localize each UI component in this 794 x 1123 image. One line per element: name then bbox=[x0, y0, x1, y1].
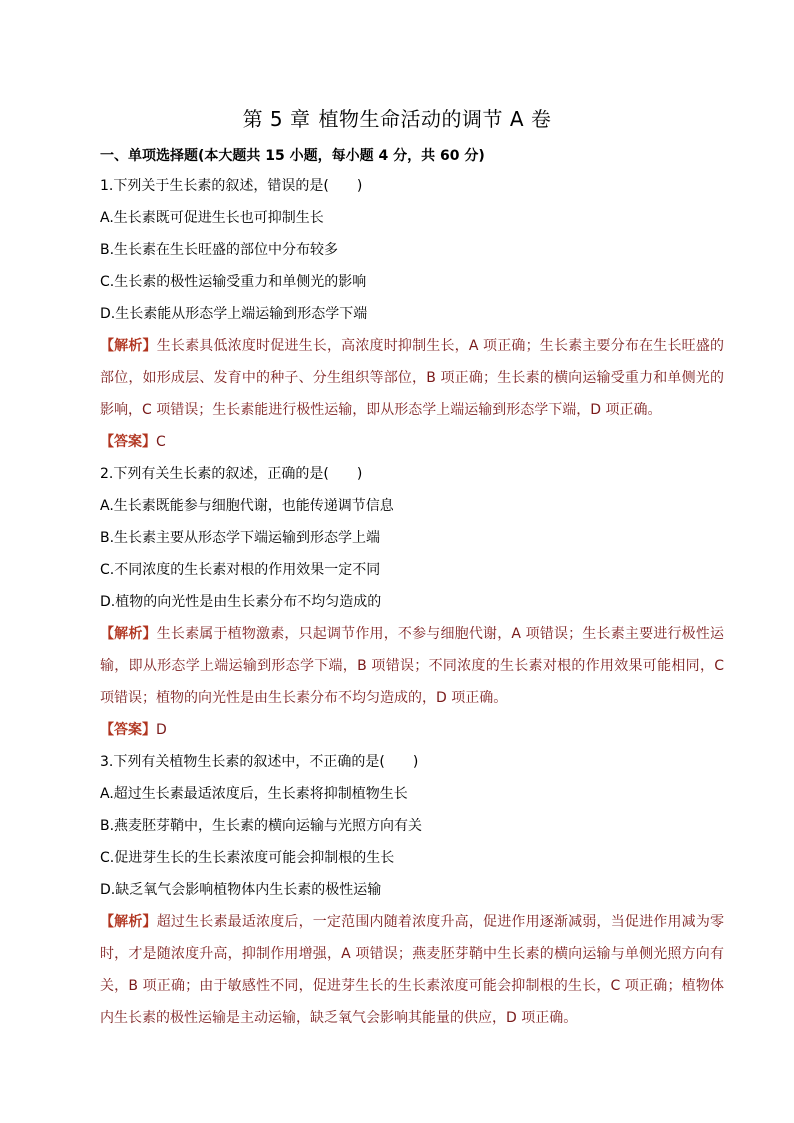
chapter-label: 第 5 章 bbox=[242, 107, 311, 131]
question-3-stem: 3.下列有关植物生长素的叙述中，不正确的是( ) bbox=[100, 754, 419, 770]
question-1-stem: 1.下列关于生长素的叙述，错误的是( ) bbox=[100, 178, 363, 194]
question-2-option-b: B.生长素主要从形态学下端运输到形态学上端 bbox=[100, 530, 381, 546]
question-2-option-d: D.植物的向光性是由生长素分布不均匀造成的 bbox=[100, 594, 382, 610]
question-2-answer bbox=[100, 720, 167, 740]
question-3-option-d: D.缺乏氧气会影响植物体内生长素的极性运输 bbox=[100, 882, 382, 898]
question-1-analysis bbox=[100, 330, 724, 426]
analysis-text: 生长素属于植物激素，只起调节作用，不参与细胞代谢，A 项错误；生长素主要进行极性运输，即从形态学上端运输到形态学下端，B 项错误；不同浓度的生长素对根的作用效果可能相同，C 项错误；植物的向光性是由生长素分布不均匀造成的，D 项正确。 bbox=[100, 626, 725, 706]
analysis-text: 生长素具低浓度时促进生长，高浓度时抑制生长，A 项正确；生长素主要分布在生长旺盛的部位，如形成层、发育中的种子、分生组织等部位，B 项正确；生长素的横向运输受重力和单侧光的影响，C 项错误；生长素能进行极性运输，即从形态学上端运输到形态学下端，D 项正确。 bbox=[100, 338, 725, 418]
chapter-title: 植物生命活动的调节 A 卷 bbox=[318, 107, 552, 131]
question-1-option-b: B.生长素在生长旺盛的部位中分布较多 bbox=[100, 242, 339, 258]
section-heading: 一、单项选择题(本大题共 15 小题，每小题 4 分，共 60 分) bbox=[100, 148, 485, 164]
answer-text: D bbox=[156, 722, 167, 738]
question-2-analysis bbox=[100, 618, 724, 714]
question-3-option-b: B.燕麦胚芽鞘中，生长素的横向运输与光照方向有关 bbox=[100, 818, 423, 834]
page-title bbox=[0, 103, 794, 132]
answer-tag: 【答案】 bbox=[100, 434, 156, 450]
analysis-tag: 【解析】 bbox=[100, 338, 157, 354]
question-1-option-c: C.生长素的极性运输受重力和单侧光的影响 bbox=[100, 274, 367, 290]
question-1-option-d: D.生长素能从形态学上端运输到形态学下端 bbox=[100, 306, 368, 322]
question-2-option-a: A.生长素既能参与细胞代谢，也能传递调节信息 bbox=[100, 498, 394, 514]
question-2-option-c: C.不同浓度的生长素对根的作用效果一定不同 bbox=[100, 562, 381, 578]
question-1-option-a: A.生长素既可促进生长也可抑制生长 bbox=[100, 210, 324, 226]
analysis-text: 超过生长素最适浓度后，一定范围内随着浓度升高，促进作用逐渐减弱，当促进作用减为零时，才是随浓度升高，抑制作用增强，A 项错误；燕麦胚芽鞘中生长素的横向运输与单侧光照方向有关，B 项正确；由于敏感性不同，促进芽生长的生长素浓度可能会抑制根的生长，C 项正确；植物体内生长素的极性运输是主动运输，缺乏氧气会影响其能量的供应，D 项正确。 bbox=[100, 914, 725, 1026]
question-2-stem: 2.下列有关生长素的叙述，正确的是( ) bbox=[100, 466, 363, 482]
question-3-option-a: A.超过生长素最适浓度后，生长素将抑制植物生长 bbox=[100, 786, 408, 802]
question-3-analysis bbox=[100, 906, 724, 1034]
analysis-tag: 【解析】 bbox=[100, 914, 157, 930]
question-3-option-c: C.促进芽生长的生长素浓度可能会抑制根的生长 bbox=[100, 850, 395, 866]
answer-tag: 【答案】 bbox=[100, 722, 156, 738]
answer-text: C bbox=[156, 434, 166, 450]
question-1-answer bbox=[100, 432, 166, 452]
analysis-tag: 【解析】 bbox=[100, 626, 157, 642]
